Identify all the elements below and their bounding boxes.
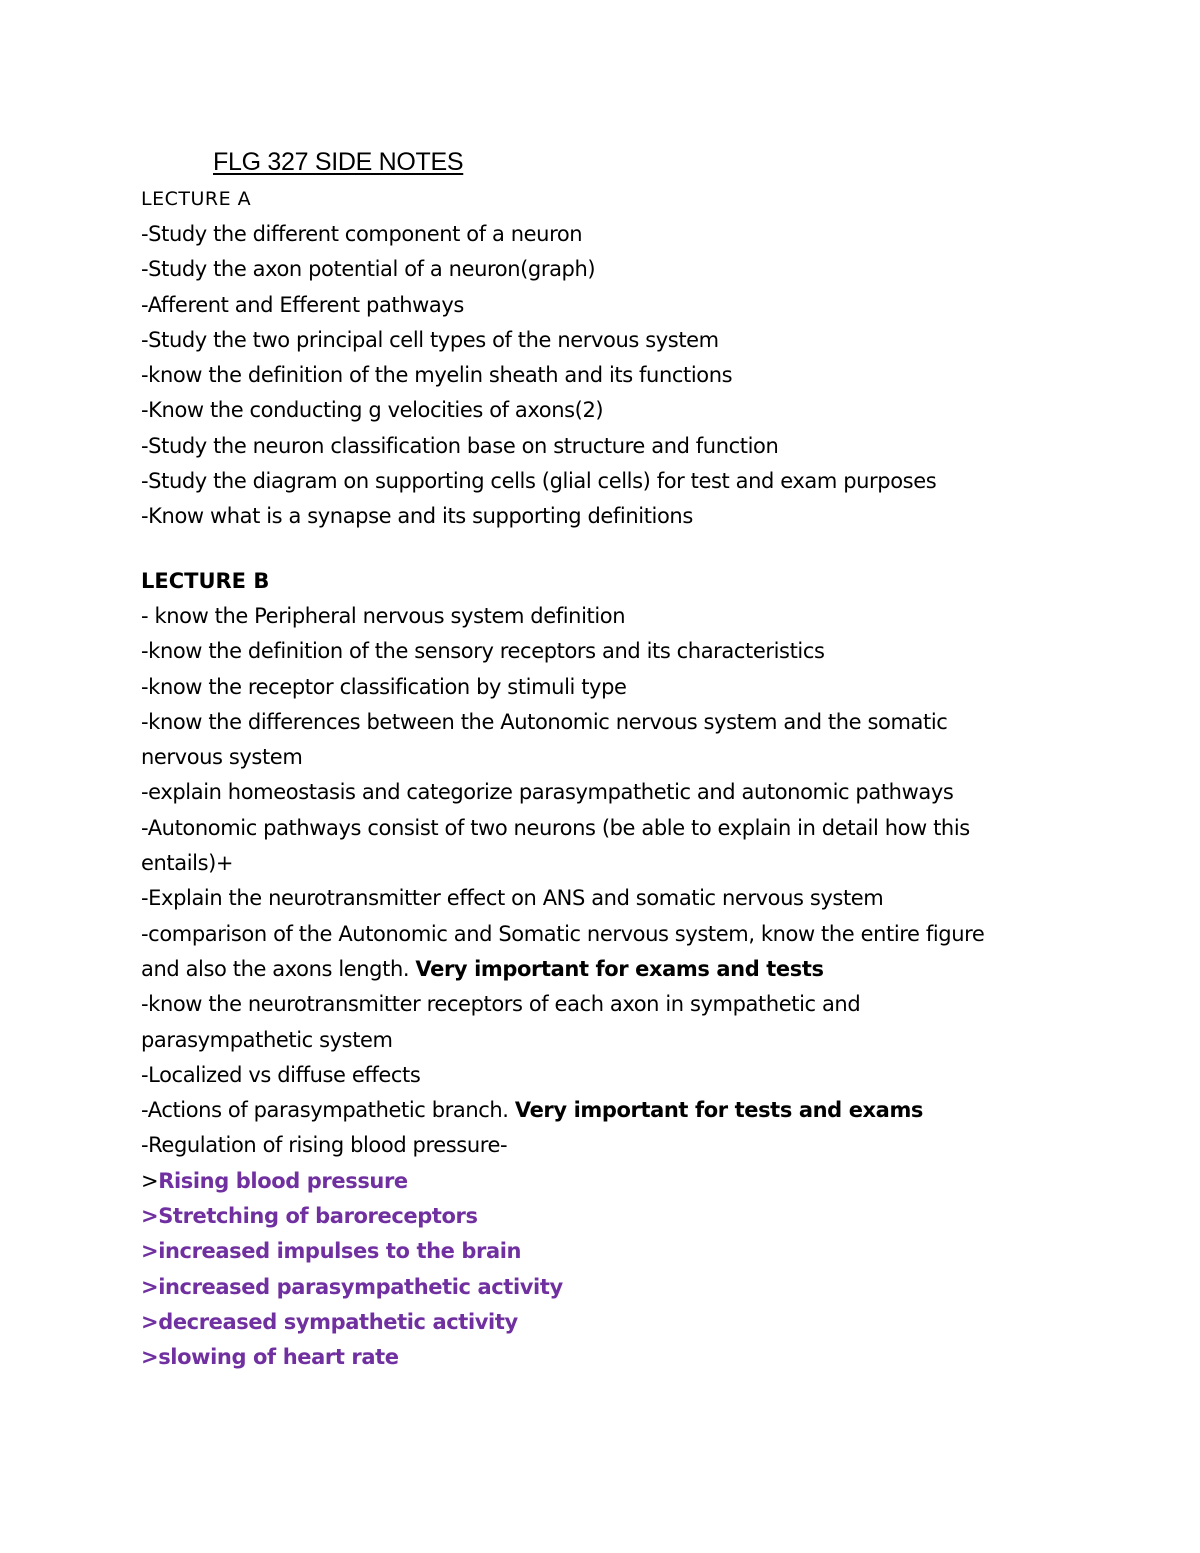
lecture-a-item: -Study the axon potential of a neuron(graph) [141, 257, 596, 282]
lecture-b-item: -Autonomic pathways consist of two neurons (be able to explain in detail how this [141, 815, 970, 840]
sequence-prefix: > [141, 1204, 159, 1229]
document-title: FLG 327 SIDE NOTES [213, 148, 464, 176]
lecture-a-heading: LECTURE A [141, 188, 252, 210]
lecture-b-heading: LECTURE B [141, 568, 270, 593]
lecture-b-item: - know the Peripheral nervous system definition [141, 603, 626, 628]
lecture-b-item: -comparison of the Autonomic and Somatic nervous system, know the entire figure [141, 921, 985, 946]
sequence-prefix: > [141, 1168, 159, 1193]
lecture-a-item: -Afferent and Efferent pathways [141, 292, 464, 317]
lecture-b-item: -know the differences between the Autonomic nervous system and the somatic [141, 709, 948, 734]
lecture-b-parasympathetic-line [141, 1093, 1081, 1128]
section-spacer [141, 535, 1081, 564]
sequence-item [141, 1199, 1081, 1234]
axons-line-text: and also the axons length. [141, 956, 416, 981]
sequence-text: Rising blood pressure [158, 1168, 408, 1193]
lecture-a-item: -Know the conducting g velocities of axons(2) [141, 398, 604, 423]
sequence-item [141, 1234, 1081, 1269]
lecture-b-item: -explain homeostasis and categorize parasympathetic and autonomic pathways [141, 780, 954, 805]
sequence-item [141, 1340, 1081, 1375]
sequence-item [141, 1270, 1081, 1305]
lecture-a-item: -Know what is a synapse and its supporting definitions [141, 504, 693, 529]
lecture-b-item: entails)+ [141, 851, 234, 876]
lecture-b-item: -know the neurotransmitter receptors of each axon in sympathetic and [141, 992, 861, 1017]
sequence-prefix: > [141, 1274, 159, 1299]
blood-pressure-line: -Regulation of rising blood pressure- [141, 1133, 508, 1158]
lecture-b-item: -know the receptor classification by stimuli type [141, 674, 627, 699]
lecture-b-axons-line [141, 952, 1081, 987]
lecture-a-item: -Study the two principal cell types of the nervous system [141, 327, 719, 352]
lecture-a-item: -Study the different component of a neuron [141, 222, 583, 246]
sequence-item [141, 1164, 1081, 1199]
lecture-b-item: parasympathetic system [141, 1027, 393, 1052]
notes-content [141, 142, 1081, 1376]
parasympathetic-line-text: -Actions of parasympathetic branch. [141, 1098, 515, 1123]
lecture-a-item: -know the definition of the myelin sheath and its functions [141, 363, 733, 388]
sequence-text: Stretching of baroreceptors [158, 1204, 478, 1229]
sequence-text: slowing of heart rate [158, 1345, 399, 1370]
sequence-item [141, 1305, 1081, 1340]
exam-emphasis: Very important for exams and tests [415, 956, 824, 981]
lecture-b-item: -know the definition of the sensory receptors and its characteristics [141, 639, 825, 664]
sequence-text: increased impulses to the brain [158, 1239, 522, 1264]
exam-emphasis: Very important for tests and exams [514, 1098, 924, 1123]
lecture-b-item: nervous system [141, 745, 303, 770]
lecture-b-item: -Localized vs diffuse effects [141, 1062, 421, 1087]
sequence-prefix: > [141, 1345, 159, 1370]
sequence-prefix: > [141, 1239, 159, 1264]
sequence-prefix: > [141, 1309, 159, 1334]
lecture-a-item: -Study the neuron classification base on structure and function [141, 433, 779, 458]
sequence-text: decreased sympathetic activity [158, 1309, 518, 1334]
lecture-a-item: -Study the diagram on supporting cells (glial cells) for test and exam purposes [141, 469, 937, 494]
lecture-b-item: -Explain the neurotransmitter effect on ANS and somatic nervous system [141, 886, 884, 911]
sequence-text: increased parasympathetic activity [158, 1274, 563, 1299]
